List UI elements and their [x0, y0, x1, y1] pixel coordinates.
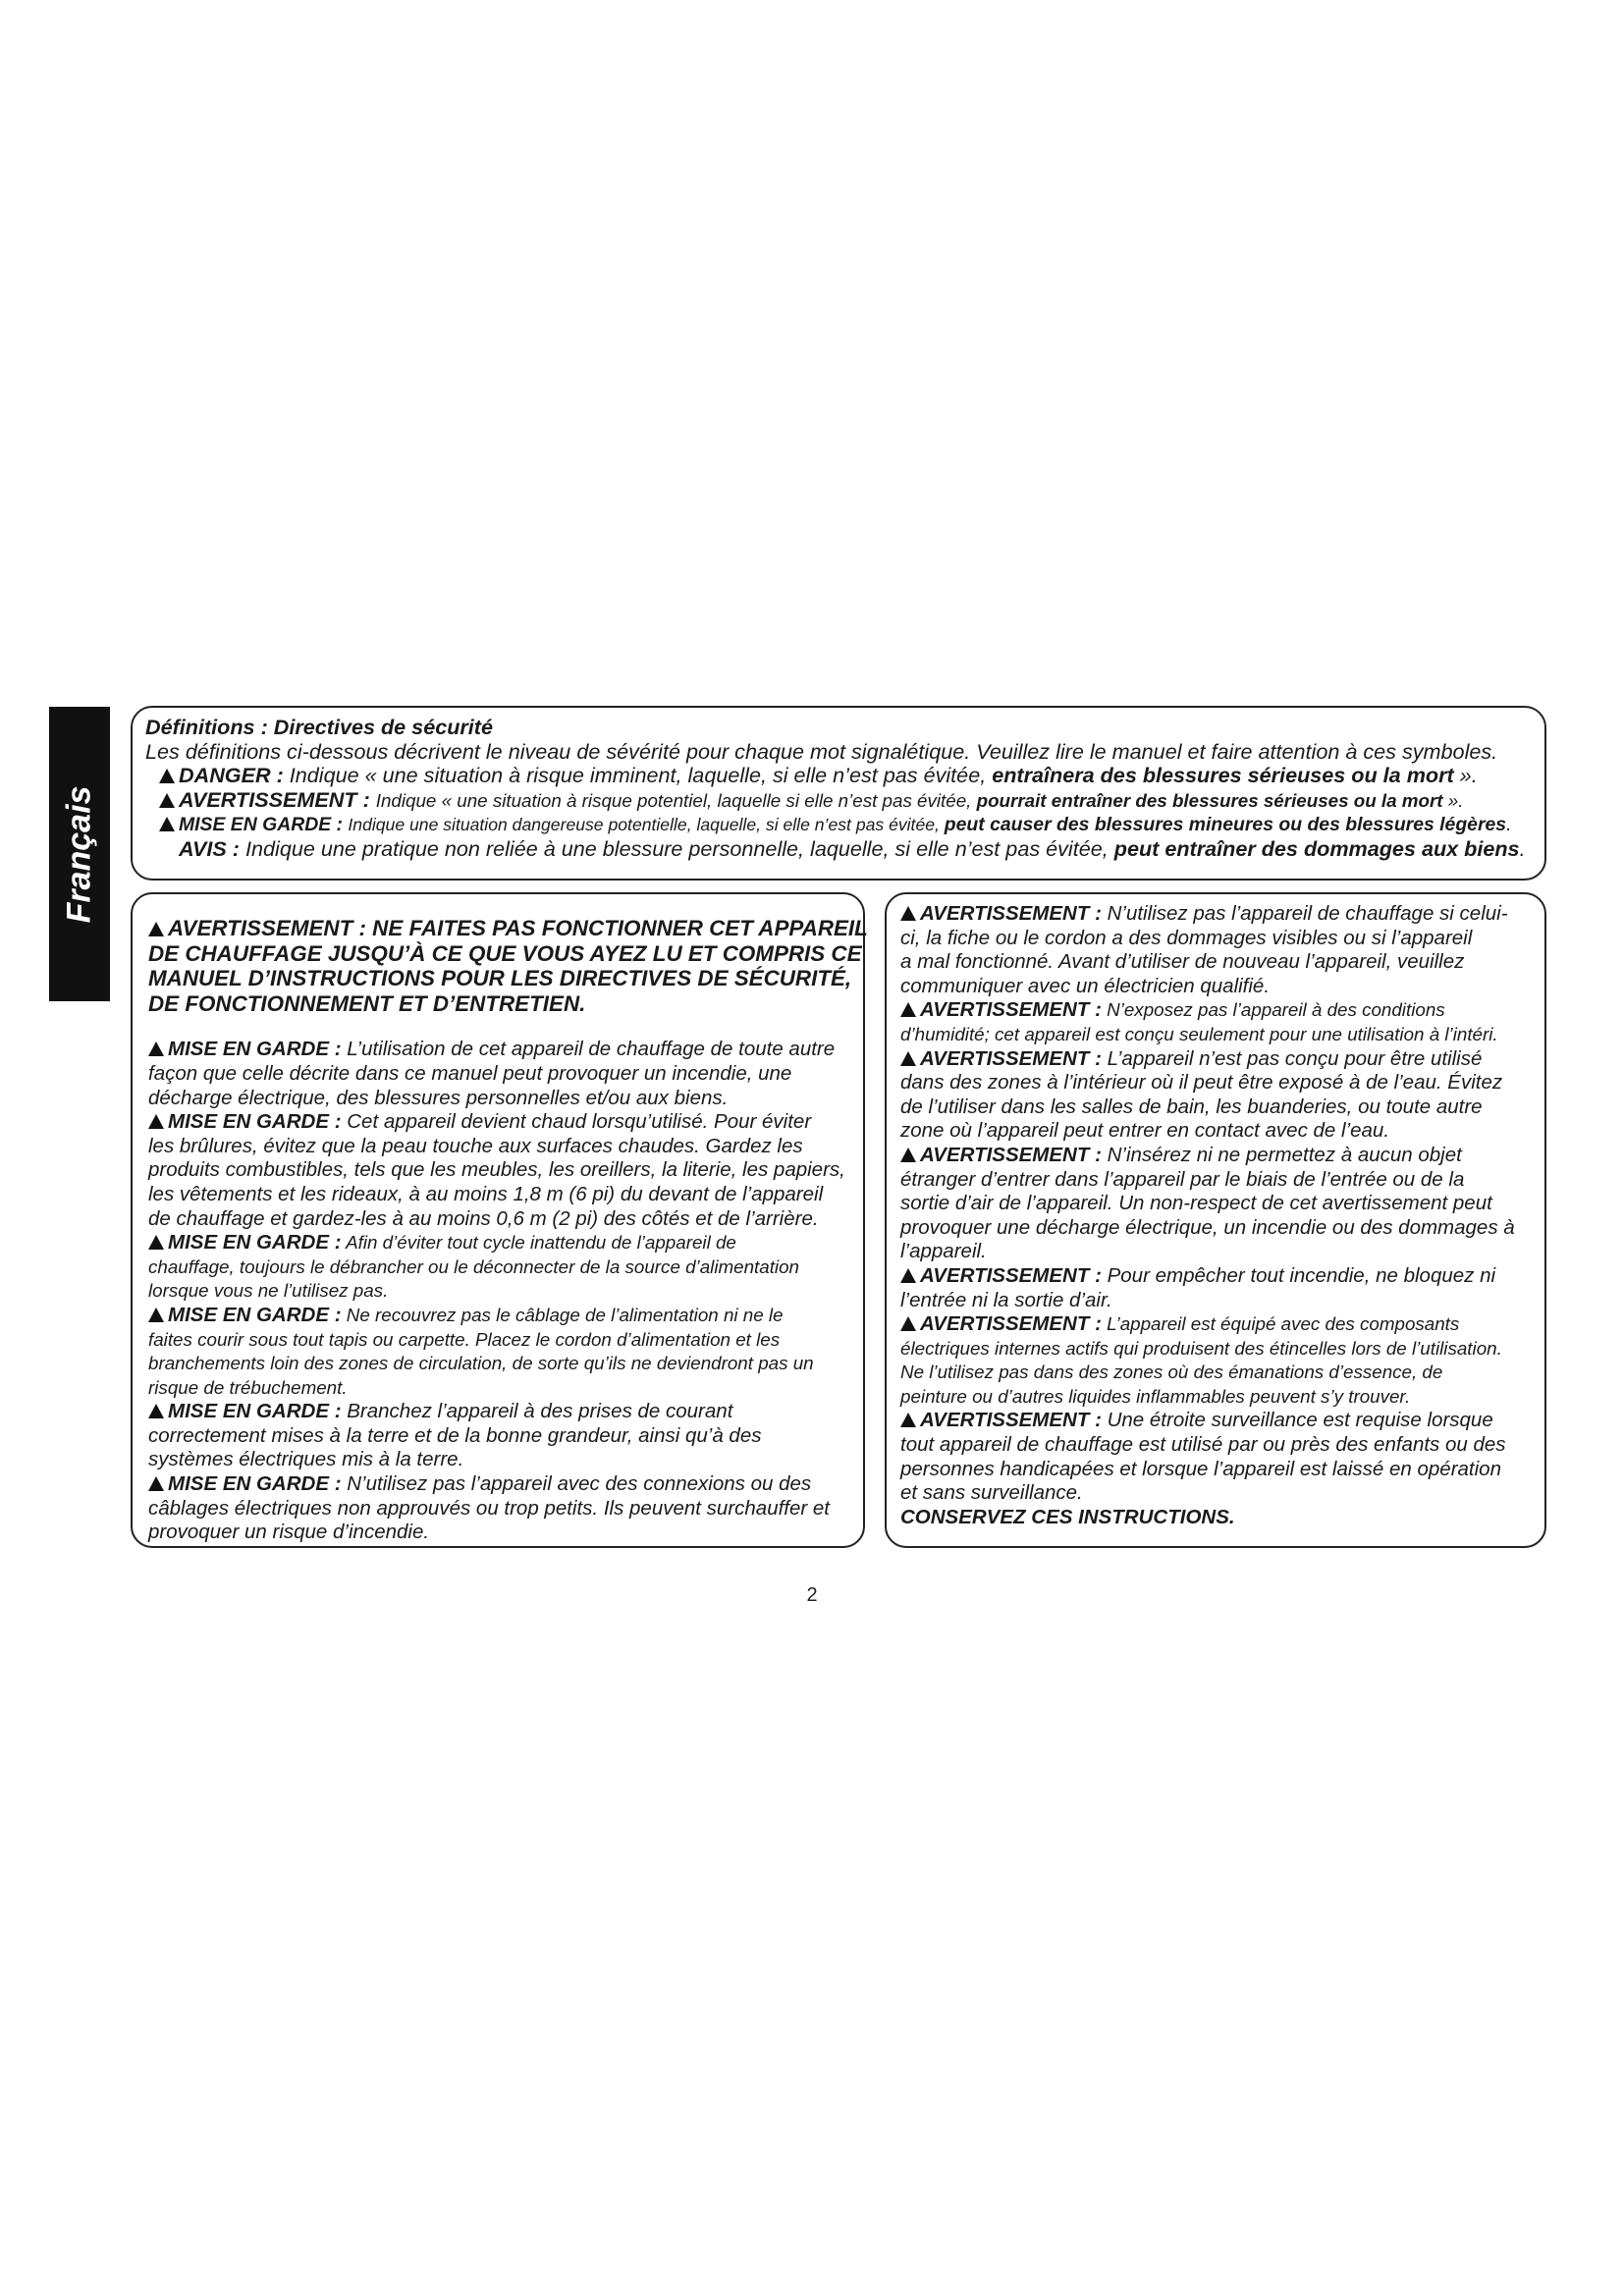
- text-line: Ne l’utilisez pas dans des zones où des émanations d’essence, de: [900, 1362, 1443, 1383]
- warning-triangle-icon: [900, 1148, 916, 1162]
- text-line: l’appareil.: [900, 1240, 987, 1263]
- warning-triangle-icon: [148, 1308, 164, 1322]
- text-line: risque de trébuchement.: [148, 1376, 348, 1398]
- warning-triangle-icon: [159, 817, 175, 831]
- text-line: de chauffage et gardez-les à au moins 0,6 m (2 pi) des côtés et de l’arrière.: [148, 1206, 819, 1230]
- definition-avertissement: AVERTISSEMENT : Indique « une situation à risque potentiel, laquelle si elle n’est pas évitée, pourrait entraîner des blessures sérieuses ou la mort ».: [145, 788, 1531, 814]
- warning-triangle-icon: [900, 906, 916, 921]
- text-line: électriques internes actifs qui produisent des étincelles lors de l’utilisation.: [900, 1337, 1502, 1359]
- text-line: personnes handicapées et lorsque l’appareil est laissé en opération: [900, 1457, 1501, 1480]
- caution-line: MISE EN GARDE : Cet appareil devient chaud lorsqu’utilisé. Pour éviter: [148, 1110, 853, 1135]
- text-line: sortie d’air de l’appareil. Un non-respect de cet avertissement peut: [900, 1192, 1492, 1215]
- language-tab: [49, 707, 110, 1001]
- warning-triangle-icon: [148, 922, 164, 936]
- caution-line: MISE EN GARDE : Afin d’éviter tout cycle inattendu de l’appareil de: [148, 1231, 853, 1255]
- warning-line: AVERTISSEMENT : N’insérez ni ne permettez à aucun objet: [900, 1144, 1539, 1168]
- text-line: tout appareil de chauffage est utilisé par ou près des enfants ou des: [900, 1433, 1506, 1457]
- text-line: provoquer une décharge électrique, un incendie ou des dommages à: [900, 1215, 1515, 1239]
- warning-triangle-icon: [159, 793, 175, 808]
- warning-triangle-icon: [148, 1114, 164, 1129]
- text-line: les vêtements et les rideaux, à au moins 1,8 m (6 pi) du devant de l’appareil: [148, 1182, 824, 1205]
- warning-triangle-icon: [148, 1041, 164, 1056]
- text-line: a mal fonctionné. Avant d’utiliser de nouveau l’appareil, veuillez: [900, 950, 1465, 974]
- warning-triangle-icon: [900, 1316, 916, 1331]
- warning-triangle-icon: [900, 1002, 916, 1017]
- caution-line: MISE EN GARDE : N’utilisez pas l’appareil avec des connexions ou des: [148, 1472, 853, 1497]
- text-line: de l’utiliser dans les salles de bain, les buanderies, ou toute autre: [900, 1095, 1483, 1118]
- definition-mise-en-garde: MISE EN GARDE : Indique une situation dangereuse potentielle, laquelle, si elle n’est pas évitée, peut causer des blessures mineures ou des blessures légères.: [145, 813, 1531, 837]
- text-line: décharge électrique, des blessures personnelles et/ou aux biens.: [148, 1086, 729, 1109]
- text-line: étranger d’entrer dans l’appareil par le biais de l’entrée ou de la: [900, 1167, 1465, 1191]
- warning-line: AVERTISSEMENT : N’utilisez pas l’appareil de chauffage si celui-: [900, 902, 1539, 927]
- definition-avis: AVIS : Indique une pratique non reliée à une blessure personnelle, laquelle, si elle n’est pas évitée, peut entraîner des dommages aux biens.: [179, 835, 1526, 861]
- text-line: dans des zones à l’intérieur où il peut être exposé à de l’eau. Évitez: [900, 1071, 1503, 1095]
- text-line: peinture ou d’autres liquides inflammables peuvent s’y trouver.: [900, 1385, 1411, 1407]
- text-line: correctement mises à la terre et de la bonne grandeur, ainsi qu’à des: [148, 1423, 762, 1447]
- text-line: produits combustibles, tels que les meubles, les oreillers, la literie, les papiers,: [148, 1158, 845, 1182]
- text-line: provoquer un risque d’incendie.: [148, 1521, 430, 1544]
- warning-triangle-icon: [900, 1268, 916, 1283]
- safety-definitions-box: [131, 706, 1546, 881]
- definitions-intro: Les définitions ci-dessous décrivent le niveau de sévérité pour chaque mot signalétique. Veuillez lire le manuel et faire attention à ces symboles.: [145, 738, 1498, 764]
- main-warning-line: MANUEL D’INSTRUCTIONS POUR LES DIRECTIVES DE SÉCURITÉ,: [148, 966, 852, 991]
- text-line: branchements loin des zones de circulation, de sorte qu’ils ne deviendront pas un: [148, 1353, 814, 1374]
- text-line: les brûlures, évitez que la peau touche aux surfaces chaudes. Gardez les: [148, 1134, 803, 1157]
- page-number: 2: [806, 1584, 818, 1606]
- right-warnings-box: [885, 892, 1546, 1548]
- warning-triangle-icon: [900, 1051, 916, 1066]
- definition-danger: DANGER : Indique « une situation à risque imminent, laquelle, si elle n’est pas évitée, entraînera des blessures sérieuses ou la mort ».: [145, 764, 1531, 788]
- text-line: d’humidité; cet appareil est conçu seulement pour une utilisation à l’intéri.: [900, 1023, 1498, 1044]
- definitions-title: Définitions : Directives de sécurité: [145, 715, 494, 739]
- warning-triangle-icon: [148, 1404, 164, 1418]
- warning-line: AVERTISSEMENT : L’appareil est équipé avec des composants: [900, 1312, 1539, 1337]
- main-warning-line: DE CHAUFFAGE JUSQU’À CE QUE VOUS AYEZ LU ET COMPRIS CE: [148, 940, 862, 966]
- language-label: Français: [60, 785, 98, 923]
- warning-line: AVERTISSEMENT : Une étroite surveillance est requise lorsque: [900, 1409, 1539, 1433]
- left-warnings-box: [131, 892, 868, 1548]
- main-warning-line: DE FONCTIONNEMENT ET D’ENTRETIEN.: [148, 990, 586, 1016]
- text-line: chauffage, toujours le débrancher ou le déconnecter de la source d’alimentation: [148, 1255, 799, 1277]
- warning-line: AVERTISSEMENT : L’appareil n’est pas conçu pour être utilisé: [900, 1047, 1539, 1072]
- warning-line: AVERTISSEMENT : N’exposez pas l’appareil à des conditions: [900, 998, 1539, 1023]
- text-line: et sans surveillance.: [900, 1481, 1083, 1505]
- warning-line: AVERTISSEMENT : Pour empêcher tout incendie, ne bloquez ni: [900, 1264, 1539, 1289]
- keep-instructions-notice: CONSERVEZ CES INSTRUCTIONS.: [900, 1505, 1235, 1528]
- text-line: l’entrée ni la sortie d’air.: [900, 1288, 1112, 1311]
- caution-line: MISE EN GARDE : L’utilisation de cet appareil de chauffage de toute autre: [148, 1038, 853, 1062]
- caution-line: MISE EN GARDE : Branchez l’appareil à des prises de courant: [148, 1400, 853, 1424]
- warning-triangle-icon: [148, 1476, 164, 1491]
- text-line: systèmes électriques mis à la terre.: [148, 1448, 464, 1471]
- text-line: faites courir sous tout tapis ou carpette. Placez le cordon d’alimentation et les: [148, 1328, 781, 1350]
- text-line: lorsque vous ne l’utilisez pas.: [148, 1280, 389, 1302]
- main-warning-line: AVERTISSEMENT : NE FAITES PAS FONCTIONNER CET APPAREIL: [148, 916, 853, 941]
- text-line: ci, la fiche ou le cordon a des dommages visibles ou si l’appareil: [900, 926, 1473, 949]
- text-line: zone où l’appareil peut entrer en contact avec de l’eau.: [900, 1119, 1390, 1143]
- warning-triangle-icon: [159, 769, 175, 783]
- text-line: façon que celle décrite dans ce manuel peut provoquer un incendie, une: [148, 1061, 792, 1085]
- text-line: communiquer avec un électricien qualifié.: [900, 974, 1271, 997]
- caution-line: MISE EN GARDE : Ne recouvrez pas le câblage de l’alimentation ni ne le: [148, 1304, 853, 1328]
- warning-triangle-icon: [900, 1413, 916, 1427]
- warning-triangle-icon: [148, 1235, 164, 1250]
- text-line: câblages électriques non approuvés ou trop petits. Ils peuvent surchauffer et: [148, 1496, 831, 1520]
